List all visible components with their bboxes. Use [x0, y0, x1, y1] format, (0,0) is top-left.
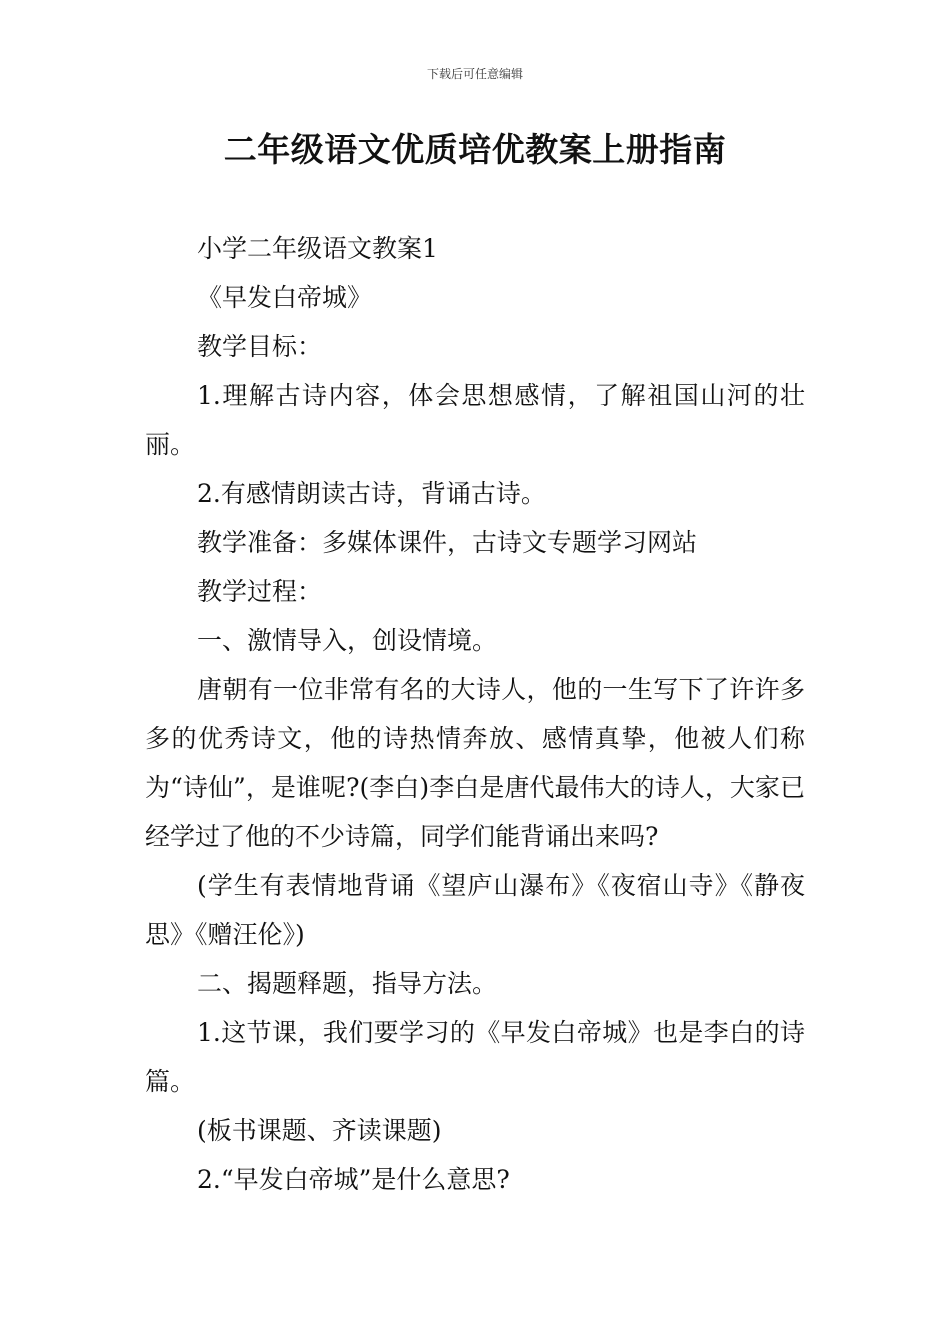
document-body [145, 224, 805, 1204]
step-heading: 二、揭题释题，指导方法。 [197, 969, 498, 998]
objective-item: 2.有感情朗读古诗，背诵古诗。 [197, 479, 546, 508]
body-paragraph: 2.“早发白帝城”是什么意思? [197, 1165, 510, 1194]
section-objectives-heading: 教学目标： [197, 332, 323, 361]
document-title: 二年级语文优质培优教案上册指南 [223, 130, 727, 169]
step-heading: 一、激情导入，创设情境。 [197, 626, 498, 655]
preparation-paragraph: 教学准备：多媒体课件，古诗文专题学习网站 [197, 528, 698, 557]
section-process-heading: 教学过程： [197, 577, 323, 606]
body-paragraph: (板书课题、齐读课题) [197, 1116, 442, 1145]
header-note: 下载后可任意编辑 [426, 67, 523, 81]
poem-title: 《早发白帝城》 [197, 283, 373, 312]
body-paragraph: (学生有表情地背诵《望庐山瀑布》《夜宿山寺》《静夜思》《赠汪伦》) [145, 871, 805, 949]
body-paragraph: 1.这节课，我们要学习的《早发白帝城》也是李白的诗篇。 [145, 1018, 805, 1096]
objective-item: 1.理解古诗内容，体会思想感情，了解祖国山河的壮丽。 [145, 381, 805, 459]
lesson-heading: 小学二年级语文教案1 [197, 234, 438, 263]
body-paragraph: 唐朝有一位非常有名的大诗人，他的一生写下了许许多多的优秀诗文，他的诗热情奔放、感情真挚，他被人们称为“诗仙”，是谁呢?(李白)李白是唐代最伟大的诗人，大家已经学过了他的不少诗篇，同学们能背诵出来吗? [145, 675, 805, 851]
